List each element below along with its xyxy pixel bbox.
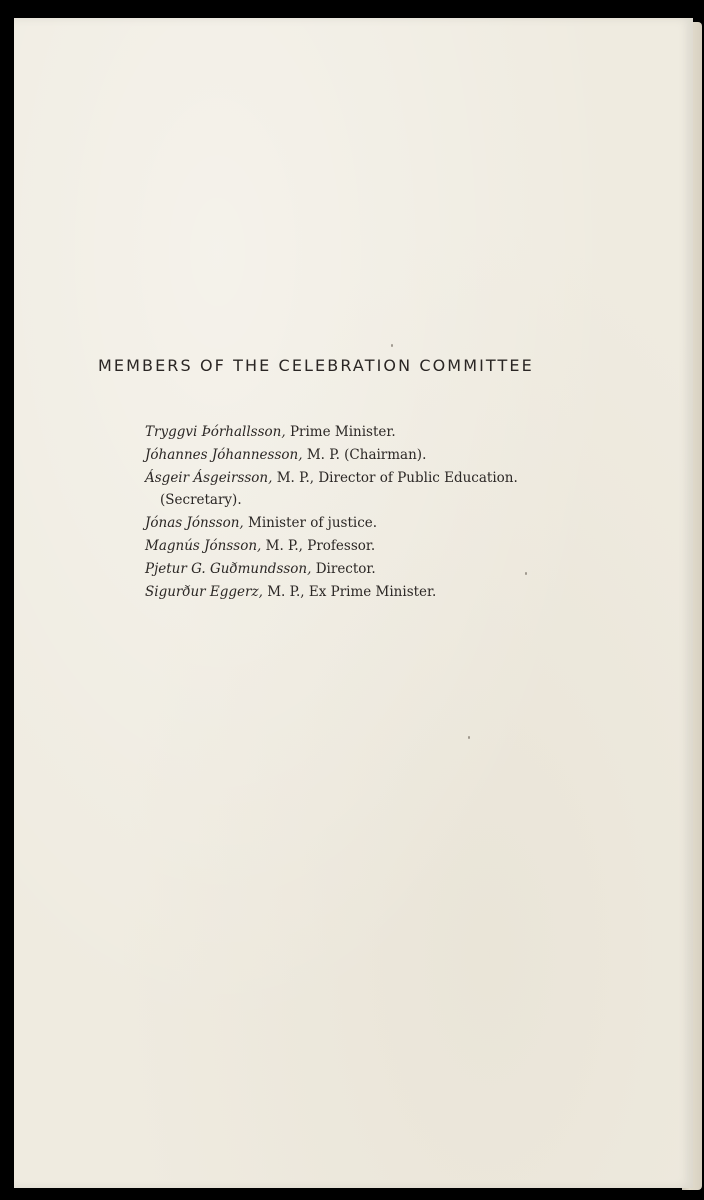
member-entry xyxy=(145,421,665,444)
member-entry xyxy=(145,558,665,581)
member-entry xyxy=(145,535,665,558)
member-name: Tryggvi Þórhallsson, xyxy=(145,424,286,440)
member-name: Magnús Jónsson, xyxy=(145,538,262,555)
member-name: Sigurður Eggerz, xyxy=(145,584,263,601)
paper-speck xyxy=(391,344,393,347)
member-entry xyxy=(145,444,665,467)
member-role-continuation: (Secretary). xyxy=(160,491,242,508)
member-role: Minister of justice. xyxy=(248,514,378,531)
member-role: M. P., Professor. xyxy=(265,538,376,555)
member-entry xyxy=(145,581,665,604)
member-role: Prime Minister. xyxy=(289,424,396,440)
member-role: Director. xyxy=(315,561,376,578)
member-name: Ásgeir Ásgeirsson, xyxy=(145,470,273,487)
committee-members-list xyxy=(145,421,665,605)
paper-speck xyxy=(468,736,470,739)
member-role: M. P., Ex Prime Minister. xyxy=(267,584,437,601)
member-role: M. P. (Chairman). xyxy=(306,447,427,464)
member-name: Jónas Jónsson, xyxy=(145,514,244,531)
paper-speck xyxy=(525,572,527,575)
member-name: Jóhannes Jóhannesson, xyxy=(145,447,303,464)
document-page xyxy=(14,18,693,1188)
member-entry xyxy=(145,467,665,511)
member-role: M. P., Director of Public Education. xyxy=(276,470,518,487)
committee-heading: MEMBERS OF THE CELEBRATION COMMITTEE xyxy=(98,356,534,375)
member-entry xyxy=(145,512,665,535)
member-name: Pjetur G. Guðmundsson, xyxy=(145,561,312,578)
